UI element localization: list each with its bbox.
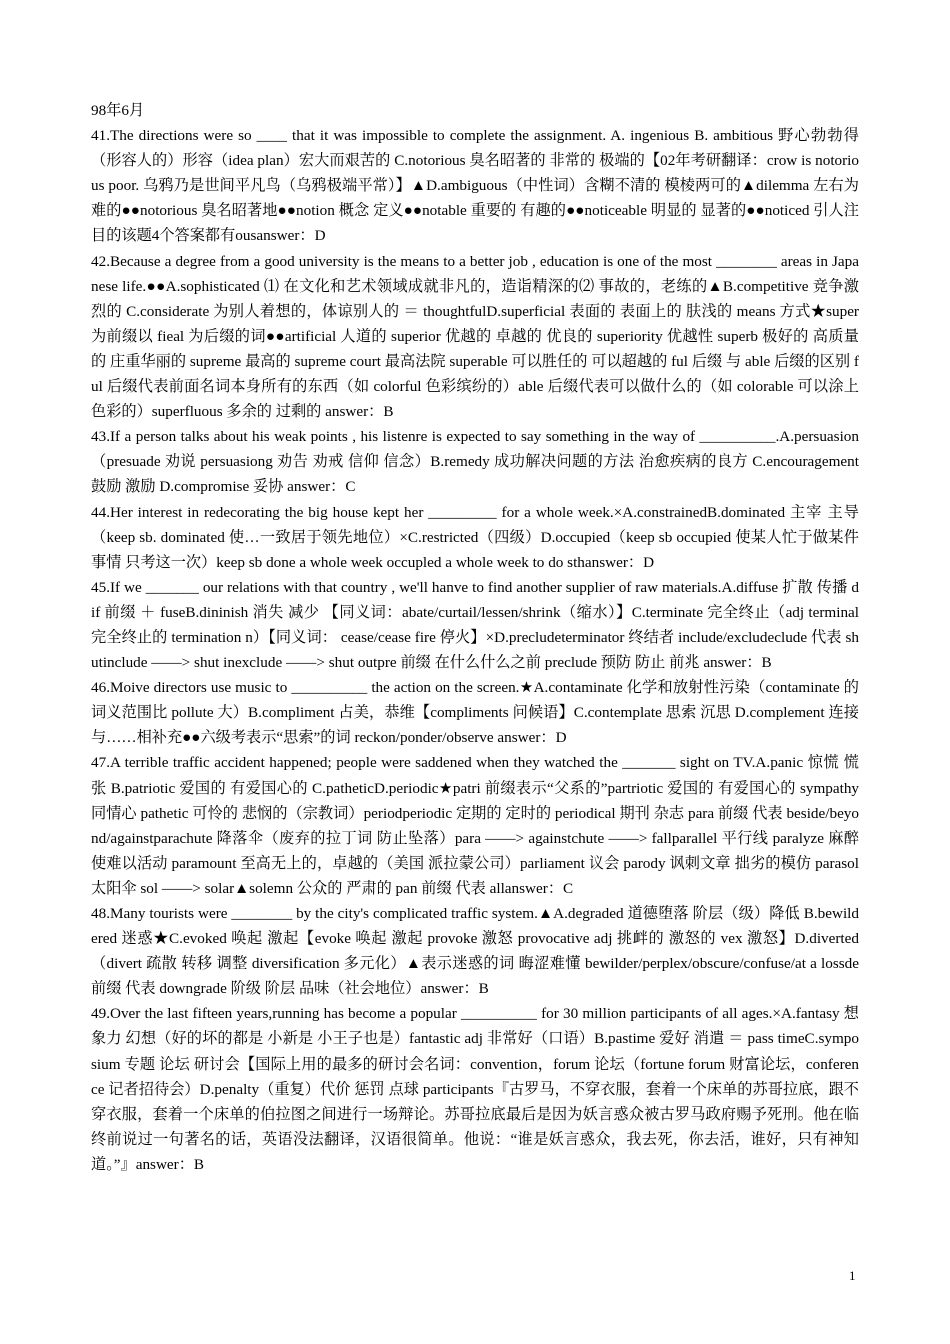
question-42: 42.Because a degree from a good university is the means to a better job , education is one of the most ________ areas in Japanese life.●●A.sophisticated ⑴ 在文化和艺术领域成就非凡的，造诣精深的⑵ 事故的，老练的▲B.competitive 竞争激烈的 C.considerate 为别人着想的，体谅别人的 ＝ thoughtfulD.superficial 表面的 表面上的 肤浅的 means 方式★super 为前缀以 fieal 为后缀的词●●artificial 人道的 superior 优越的 卓越的 优良的 superiority 优越性 superb 极好的 高质量的 庄重华丽的 supreme 最高的 supreme court 最高法院 superable 可以胜任的 可以超越的 ful 后缀 与 able 后缀的区别 ful 后缀代表前面名词本身所有的东西（如 colorful 色彩缤纷的）able 后缀代表可以做什么的（如 colorable 可以涂上色彩的）superfluous 多余的 过剩的 answer：B <box>91 252 859 421</box>
document-body <box>91 98 859 1177</box>
question-45: 45.If we _______ our relations with that country , we'll hanve to find another supplier of raw materials.A.diffuse 扩散 传播 dif 前缀 ＋ fuseB.dininish 消失 减少 【同义词：abate/curtail/lessen/shrink（缩水）】C.terminate 完全终止（adj terminal 完全终止的 termination n）【同义词： cease/cease fire 停火】×D.precludeterminator 终结者 include/excludeclude 代表 shutinclude ——> shut inexclude ——> shut outpre 前缀 在什么什么之前 preclude 预防 防止 前兆 answer：B <box>91 578 859 672</box>
question-47: 47.A terrible traffic accident happened; people were saddened when they watched the _______ sight on TV.A.panic 惊慌 慌张 B.patriotic 爱国的 有爱国心的 C.patheticD.periodic★patri 前缀表示“父系的”partriotic 爱国的 有爱国心的 sympathy 同情心 pathetic 可怜的 悲悯的（宗教词）periodperiodic 定期的 定时的 periodical 期刊 杂志 para 前缀 代表 beside/beyond/againstparachute 降落伞（废弃的拉丁词 防止坠落）para ——> againstchute ——> fallparallel 平行线 paralyze 麻醉 使难以活动 paramount 至高无上的，卓越的（美国 派拉蒙公司）parliament 议会 parody 讽刺文章 拙劣的模仿 parasol 太阳伞 sol ——> solar▲solemn 公众的 严肃的 pan 前缀 代表 allanswer：C <box>91 754 859 897</box>
question-48: 48.Many tourists were ________ by the city's complicated traffic system.▲A.degraded 道德堕落 阶层（级）降低 B.bewildered 迷惑★C.evoked 唤起 激起【evoke 唤起 激起 provoke 激怒 provocative adj 挑衅的 激怒的 vex 激怒】D.diverted （divert 疏散 转移 调整 diversification 多元化）▲表示迷惑的词 晦涩难懂 bewilder/perplex/obscure/confuse/at a lossde 前缀 代表 downgrade 阶级 阶层 品味（社会地位）answer：B <box>91 905 859 998</box>
question-43: 43.If a person talks about his weak points , his listenre is expected to say something in the way of __________.A.persuasion（presuade 劝说 persuasiong 劝告 劝戒 信仰 信念）B.remedy 成功解决问题的方法 治愈疾病的良方 C.encouragement 鼓励 激励 D.compromise 妥协 answer：C <box>91 428 859 496</box>
question-41: 41.The directions were so ____ that it was impossible to complete the assignment. A. ingenious B. ambitious 野心勃勃得（形容人的）形容（idea plan）宏大而艰苦的 C.notorious 臭名昭著的 非常的 极端的【02年考研翻译：crow is notorious poor. 乌鸦乃是世间平凡鸟（乌鸦极端平常）】▲D.ambiguous（中性词）含糊不清的 模棱两可的▲dilemma 左右为难的●●notorious 臭名昭著地●●notion 概念 定义●●notable 重要的 有趣的●●noticeable 明显的 显著的●●noticed 引人注目的该题4个答案都有ousanswer：D <box>91 127 859 245</box>
question-49: 49.Over the last fifteen years,running has become a popular __________ for 30 million participants of all ages.×A.fantasy 想象力 幻想（好的坏的都是 小新是 小王子也是）fantastic adj 非常好（口语）B.pastime 爱好 消遣 ＝ pass timeC.symposium 专题 论坛 研讨会【国际上用的最多的研讨会名词：convention，forum 论坛（fortune forum 财富论坛，conference 记者招待会）D.penalty（重复）代价 惩罚 点球 participants『古罗马，不穿衣服，套着一个床单的苏哥拉底，跟不穿衣服，套着一个床单的伯拉图之间进行一场辩论。苏哥拉底最后是因为妖言惑众被古罗马政府赐予死刑。他在临终前说过一句著名的话，英语没法翻译，汉语很简单。他说：“谁是妖言惑众，我去死，你去活，谁好，只有神知道。”』answer：B <box>91 1005 859 1173</box>
page-number: 1 <box>849 1268 856 1283</box>
question-46: 46.Moive directors use music to __________ the action on the screen.★A.contaminate 化学和放射性污染（contaminate 的词义范围比 pollute 大）B.compliment 占美，恭维【compliments 问候语】C.contemplate 思索 沉思 D.complement 连接 与……相补充●●六级考表示“思索”的词 reckon/ponder/observe answer：D <box>91 679 859 747</box>
question-44: 44.Her interest in redecorating the big house kept her _________ for a whole week.×A.constrainedB.dominated 主宰 主导（keep sb. dominated 使…一致居于领先地位）×C.restricted（四级）D.occupied（keep sb occupied 使某人忙于做某件事情 只考这一次）keep sb done a whole week occupled a whole week to do sthanswer：D <box>91 503 859 571</box>
document-heading: 98年6月 <box>91 102 145 119</box>
